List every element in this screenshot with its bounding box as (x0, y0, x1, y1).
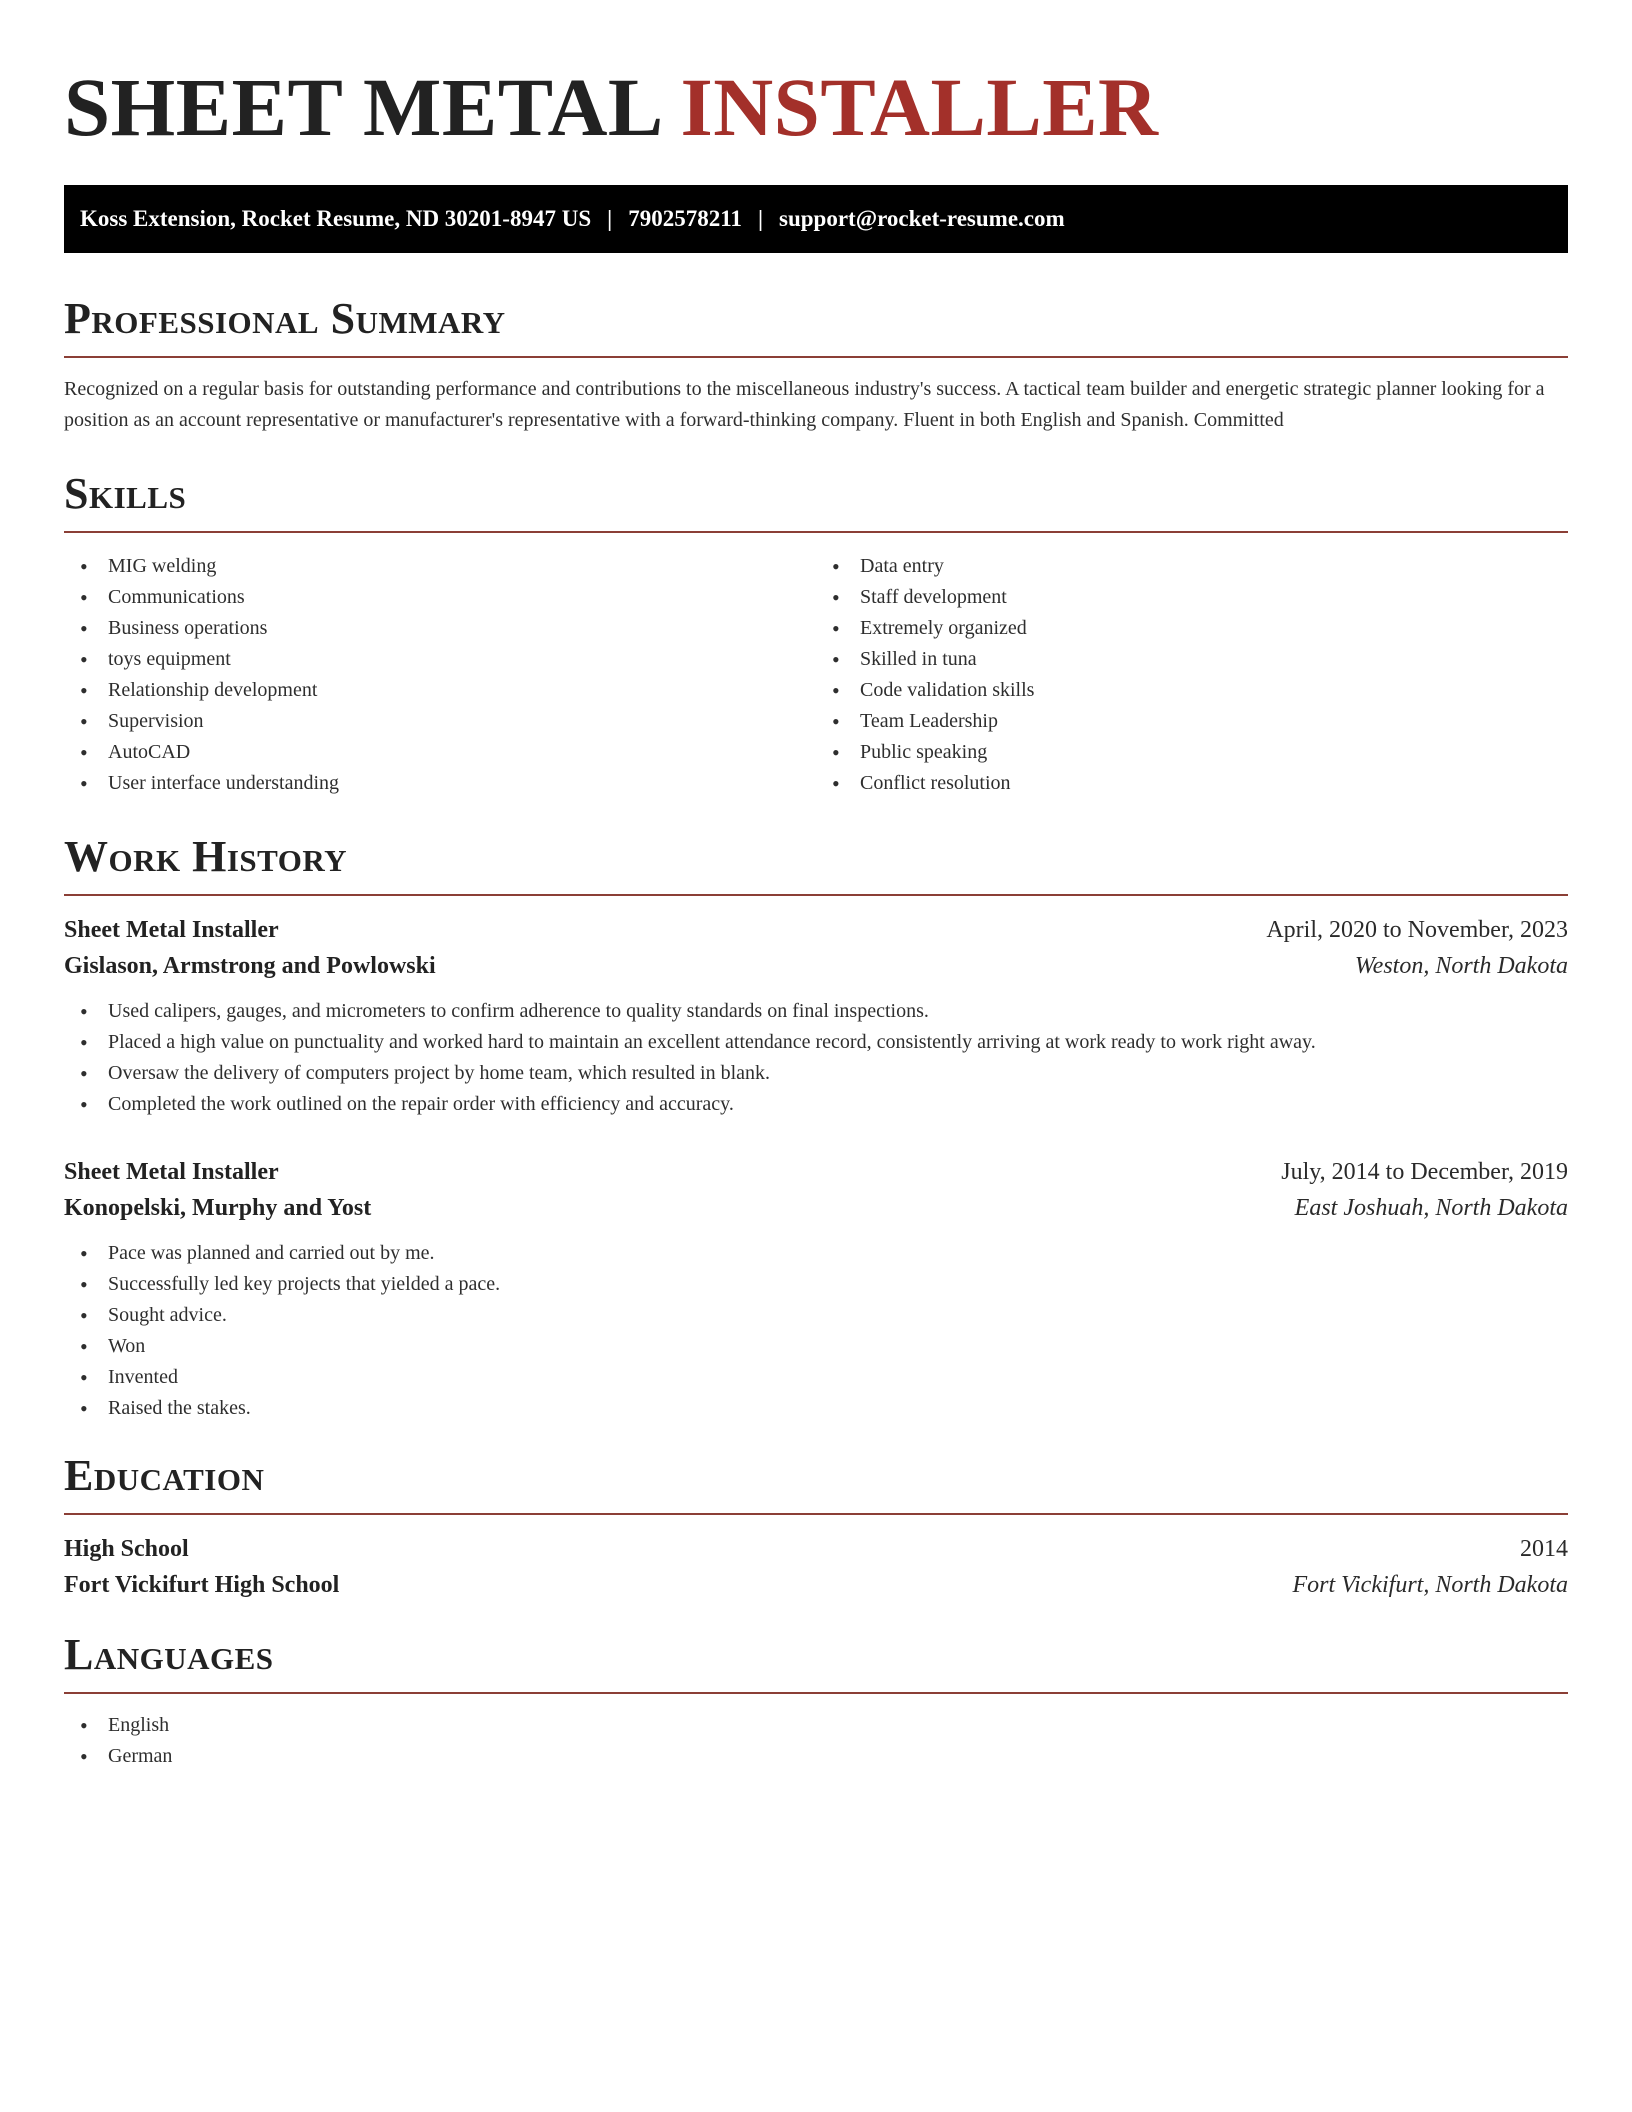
section-title-work: Work History (64, 832, 348, 881)
skill-item: • MIG welding (64, 551, 816, 582)
work-history-section (64, 832, 1568, 1424)
skill-item: • toys equipment (64, 644, 816, 675)
section-title-languages: Languages (64, 1630, 274, 1679)
job-bullet: • Used calipers, gauges, and micrometers to confirm adherence to quality standards on final inspections. (64, 996, 1568, 1027)
contact-separator: | (757, 206, 764, 231)
job-dates: April, 2020 to November, 2023 (1266, 917, 1568, 943)
job-location: Weston, North Dakota (1354, 953, 1568, 979)
summary-section (64, 294, 1568, 436)
section-divider (64, 894, 1568, 896)
job-bullet: • Successfully led key projects that yielded a pace. (64, 1269, 1568, 1300)
skill-item: • Business operations (64, 613, 816, 644)
section-divider (64, 531, 1568, 533)
skills-section (64, 469, 1568, 799)
job-bullet: • Oversaw the delivery of computers project by home team, which resulted in blank. (64, 1058, 1568, 1089)
section-title-education: Education (64, 1451, 265, 1500)
summary-text: Recognized on a regular basis for outstanding performance and contributions to the miscellaneous industry's success. A tactical team builder and energetic strategic planner looking for a position as an account representative or manufacturer's representative with a forward-thinking company. Fluent in both English and Spanish. Committed (64, 378, 1545, 431)
job-bullets (64, 1238, 1568, 1424)
education-year: 2014 (1520, 1536, 1568, 1562)
skill-item: • Supervision (64, 706, 816, 737)
section-title-skills: Skills (64, 469, 187, 518)
contact-bar (64, 185, 1568, 253)
job-bullet: • Sought advice. (64, 1300, 1568, 1331)
skill-item: • Extremely organized (816, 613, 1568, 644)
skills-columns (64, 551, 1568, 799)
job-role: Sheet Metal Installer (64, 1159, 279, 1185)
languages-section (64, 1630, 1568, 1772)
skill-item: • AutoCAD (64, 737, 816, 768)
skill-item: • Skilled in tuna (816, 644, 1568, 675)
job-entry (64, 1154, 1568, 1424)
education-location: Fort Vickifurt, North Dakota (1292, 1572, 1568, 1598)
education-entry (64, 1531, 1568, 1603)
skill-item: • Communications (64, 582, 816, 613)
job-company: Konopelski, Murphy and Yost (64, 1195, 372, 1221)
job-entry (64, 912, 1568, 1120)
job-dates: July, 2014 to December, 2019 (1281, 1159, 1568, 1185)
skills-list-left (64, 551, 816, 799)
contact-separator: | (607, 206, 613, 231)
job-bullet: • Won (64, 1331, 1568, 1362)
section-title-summary: Professional Summary (64, 294, 506, 343)
section-divider (64, 1692, 1568, 1694)
job-location: East Joshuah, North Dakota (1294, 1195, 1568, 1221)
education-school: Fort Vickifurt High School (64, 1572, 340, 1598)
job-bullet: • Invented (64, 1362, 1568, 1393)
job-company: Gislason, Armstrong and Powlowski (64, 953, 436, 979)
skill-item: • Conflict resolution (816, 768, 1568, 799)
languages-list (64, 1710, 1568, 1772)
resume-title (64, 61, 1568, 153)
job-bullet: • Completed the work outlined on the repair order with efficiency and accuracy. (64, 1089, 1568, 1120)
job-bullets (64, 996, 1568, 1120)
title-accent: INSTALLER (680, 61, 1159, 153)
education-degree: High School (64, 1536, 189, 1562)
skills-list-right (816, 551, 1568, 799)
skill-item: • Relationship development (64, 675, 816, 706)
contact-address: Koss Extension, Rocket Resume, ND 30201-8947 US (80, 206, 592, 231)
education-section (64, 1451, 1568, 1603)
language-item: • German (64, 1741, 1568, 1772)
skill-item: • Code validation skills (816, 675, 1568, 706)
contact-email: support@rocket-resume.com (779, 206, 1065, 231)
section-divider (64, 356, 1568, 358)
skill-item: • User interface understanding (64, 768, 816, 799)
skill-item: • Team Leadership (816, 706, 1568, 737)
section-divider (64, 1513, 1568, 1515)
title-main: SHEET METAL (64, 61, 660, 153)
job-bullet: • Raised the stakes. (64, 1393, 1568, 1424)
skill-item: • Data entry (816, 551, 1568, 582)
contact-phone: 7902578211 (628, 206, 742, 231)
language-item: • English (64, 1710, 1568, 1741)
job-bullet: • Placed a high value on punctuality and worked hard to maintain an excellent attendance record, consistently arriving at work ready to work right away. (64, 1027, 1568, 1058)
job-bullet: • Pace was planned and carried out by me. (64, 1238, 1568, 1269)
skill-item: • Staff development (816, 582, 1568, 613)
job-role: Sheet Metal Installer (64, 917, 279, 943)
skill-item: • Public speaking (816, 737, 1568, 768)
